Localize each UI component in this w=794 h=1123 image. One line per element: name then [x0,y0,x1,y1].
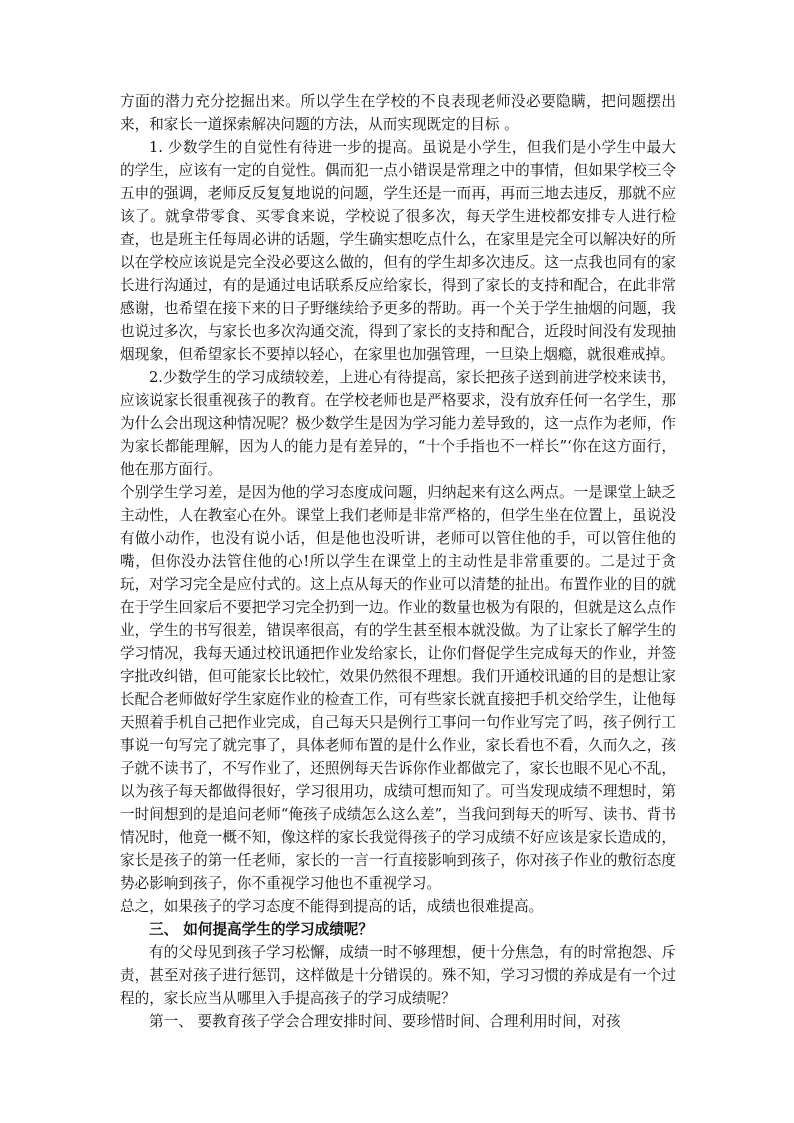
paragraph-intro-continuation: 方面的潜力充分挖掘出来。所以学生在学校的不良表现老师没必要隐瞒，把问题摆出来，和家长一道探索解决问题的方法，从而实现既定的目标 。 [120,93,676,133]
section-heading-3: 三、 如何提高学生的学习成绩呢？ [149,921,373,938]
document-page [120,90,676,1033]
paragraph-parents: 有的父母见到孩子学习松懈，成绩一时不够理想，便十分焦急，有的时常抱怨、斥责，甚至对孩子进行惩罚，这样做是十分错误的。殊不知，学习习惯的养成是有一个过程的，家长应当从哪里入手提高孩子的学习成绩呢？ [120,944,676,1007]
paragraph-first-point: 第一、 要教育孩子学会合理安排时间、要珍惜时间、合理利用时间，对孩 [149,1013,621,1030]
paragraph-point-2: 2.少数学生的学习成绩较差，上进心有待提高，家长把孩子送到前进学校来读书，应该说家长很重视孩子的教育。在学校老师也是严格要求，没有放弃任何一名学生，那为什么会出现这种情况呢？极少数学生是因为学习能力差导致的，这一点作为老师，作为家长都能理解，因为人的能力是有差异的，“十个手指也不一样长”‘你在这方面行，他在那方面行。 [120,369,676,478]
paragraph-point-1: 1. 少数学生的自觉性有待进一步的提高。虽说是小学生，但我们是小学生中最大的学生，应该有一定的自觉性。偶而犯一点小错误是常理之中的事情，但如果学校三令五申的强调，老师反反复复地说的问题，学生还是一而再，再而三地去违反，那就不应该了。就拿带零食、买零食来说，学校说了很多次，每天学生进校都安排专人进行检查，也是班主任每周必讲的话题，学生确实想吃点什么，在家里是完全可以解决好的所以在学校应该说是完全没必要这么做的，但有的学生却多次违反。这一点我也同有的家长进行沟通过，有的是通过电话联系反应给家长，得到了家长的支持和配合，在此非常感谢，也希望在接下来的日子野继续给予更多的帮助。再一个关于学生抽烟的问题，我也说过多次，与家长也多次沟通交流，得到了家长的支持和配合，近段时间没有发现抽烟现象，但希望家长不要掉以轻心，在家里也加强管理，一旦染上烟瘾，就很难戒掉。 [120,139,676,363]
paragraph-attitude: 个别学生学习差，是因为他的学习态度成问题，归纳起来有这么两点。一是课堂上缺乏主动性，人在教室心在外。课堂上我们老师是非常严格的，但学生坐在位置上，虽说没有做小动作，也没有说小话，但是他也没听讲，老师可以管住他的手，可以管住他的嘴，但你没办法管住他的心!所以学生在课堂上的主动性是非常重要的。二是过于贪玩，对学习完全是应付式的。这上点从每天的作业可以清楚的扯出。布置作业的目的就在于学生回家后不要把学习完全扔到一边。作业的数量也极为有限的，但就是这么点作业，学生的书写很差，错误率很高，有的学生甚至根本就没做。为了让家长了解学生的学习情况，我每天通过校讯通把作业发给家长，让你们督促学生完成每天的作业，并签字批改纠错，但可能家长比较忙，效果仍然很不理想。我们开通校讯通的目的是想让家长配合老师做好学生家庭作业的检查工作，可有些家长就直接把手机交给学生，让他每天照着手机自己把作业完成，自己每天只是例行工事问一句作业写完了吗，孩子例行工事说一句写完了就完事了，具体老师布置的是什么作业，家长看也不看，久而久之，孩子就不读书了，不写作业了，还照例每天告诉你作业都做完了，家长也眼不见心不乱，以为孩子每天都做得很好，学习很用功，成绩可想而知了。可当发现成绩不理想时，第一时间想到的是追问老师“俺孩子成绩怎么这么差”，当我问到每天的听写、读书、背书情况时，他竟一概不知，像这样的家长我觉得孩子的学习成绩不好应该是家长造成的，家长是孩子的第一任老师，家长的一言一行直接影响到孩子，你对孩子作业的敷衍态度势必影响到孩子，你不重视学习他也不重视学习。 [120,484,676,892]
paragraph-summary: 总之，如果孩子的学习态度不能得到提高的话，成绩也很难提高。 [120,898,544,915]
